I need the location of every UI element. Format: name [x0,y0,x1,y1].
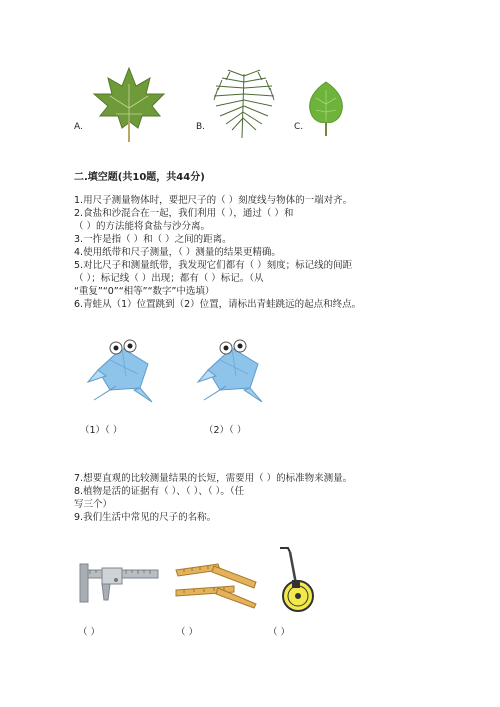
pine-branch-image [208,66,280,140]
frog-image-2 [196,330,270,404]
question-1: 1.用尺子测量物体时，要把尺子的（ ）刻度线与物体的一端对齐。 [74,195,353,206]
option-b-label: B. [196,122,206,132]
frog-answer-2: （2）（ ） [204,425,247,436]
ruler-answer-2: （ ） [176,627,199,638]
question-8-cont: 写三个） [74,499,113,510]
ruler-answer-1: （ ） [78,627,101,638]
question-8: 8.植物是活的证据有（ ）、（ ）、（ ）。（任 [74,486,245,497]
question-5-cont: （ ）；标记线（ ）出现；都有（ ）标记。（从 [74,273,264,284]
question-7: 7.想要直观的比较测量结果的长短，需要用（ ）的标准物来测量。 [74,473,353,484]
question-6: 6.青蛙从（1）位置跳到（2）位置，请标出青蛙跳远的起点和终点。 [74,299,362,310]
option-c-label: C. [294,122,304,132]
vernier-caliper-image [76,560,160,604]
section-title: 二.填空题(共10题，共44分) [74,172,205,183]
question-5: 5.对比尺子和测量纸带，我发现它们都有（ ）刻度；标记线的间距 [74,260,353,271]
ruler-answer-3: （ ） [268,627,291,638]
frog-answer-1: （1）（ ） [80,425,123,436]
frog-image-1 [86,330,160,404]
question-5-hint: “重复”“0”“相等”“数字”中选填） [74,286,215,297]
question-2: 2.食盐和沙混合在一起，我们利用（ ），通过（ ）和 [74,208,294,219]
question-9: 9.我们生活中常见的尺子的名称。 [74,512,217,523]
maple-leaf-image [88,64,170,144]
folding-ruler-image [174,560,258,610]
question-4: 4.使用纸带和尺子测量，（ ）测量的结果更精确。 [74,247,281,258]
measuring-wheel-image [272,544,316,614]
question-2-cont: （ ）的方法能将食盐与沙分离。 [74,221,211,232]
round-leaf-image [306,80,346,138]
question-3: 3.一拃是指（ ）和（ ）之间的距离。 [74,234,232,245]
option-a-label: A. [74,122,83,132]
